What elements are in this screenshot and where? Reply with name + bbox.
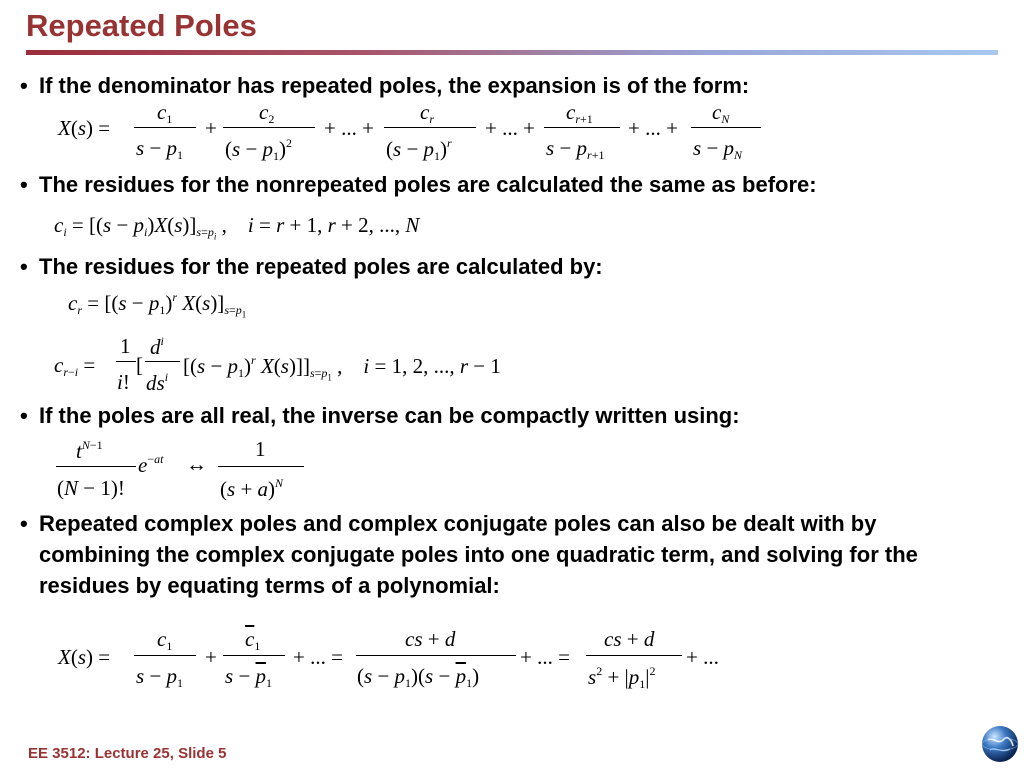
slide-title: Repeated Poles xyxy=(26,8,257,43)
bullet-2 xyxy=(20,169,990,200)
bullet-icon: • xyxy=(20,73,28,98)
bullet-icon: • xyxy=(20,511,28,536)
bullet-4 xyxy=(20,400,990,431)
bullet-text: The residues for the repeated poles are calculated by: xyxy=(39,254,603,279)
bullet-text: If the denominator has repeated poles, the expansion is of the form: xyxy=(39,73,750,98)
bullet-icon: • xyxy=(20,172,28,197)
bullet-icon: • xyxy=(20,403,28,428)
bullet-1 xyxy=(20,70,990,101)
bullet-5 xyxy=(20,508,990,601)
bullet-text: The residues for the nonrepeated poles are calculated the same as before: xyxy=(39,172,817,197)
slide-footer: EE 3512: Lecture 25, Slide 5 xyxy=(28,745,227,762)
bullet-text: Repeated complex poles and complex conjugate poles can also be dealt with by combining the complex conjugate poles into one quadratic term, and solving for the residues by equating terms of a polynomial: xyxy=(39,511,918,598)
title-divider xyxy=(26,50,998,55)
bullet-icon: • xyxy=(20,254,28,279)
bullet-text: If the poles are all real, the inverse can be compactly written using: xyxy=(39,403,740,428)
globe-icon xyxy=(980,724,1020,769)
bullet-3 xyxy=(20,251,990,282)
